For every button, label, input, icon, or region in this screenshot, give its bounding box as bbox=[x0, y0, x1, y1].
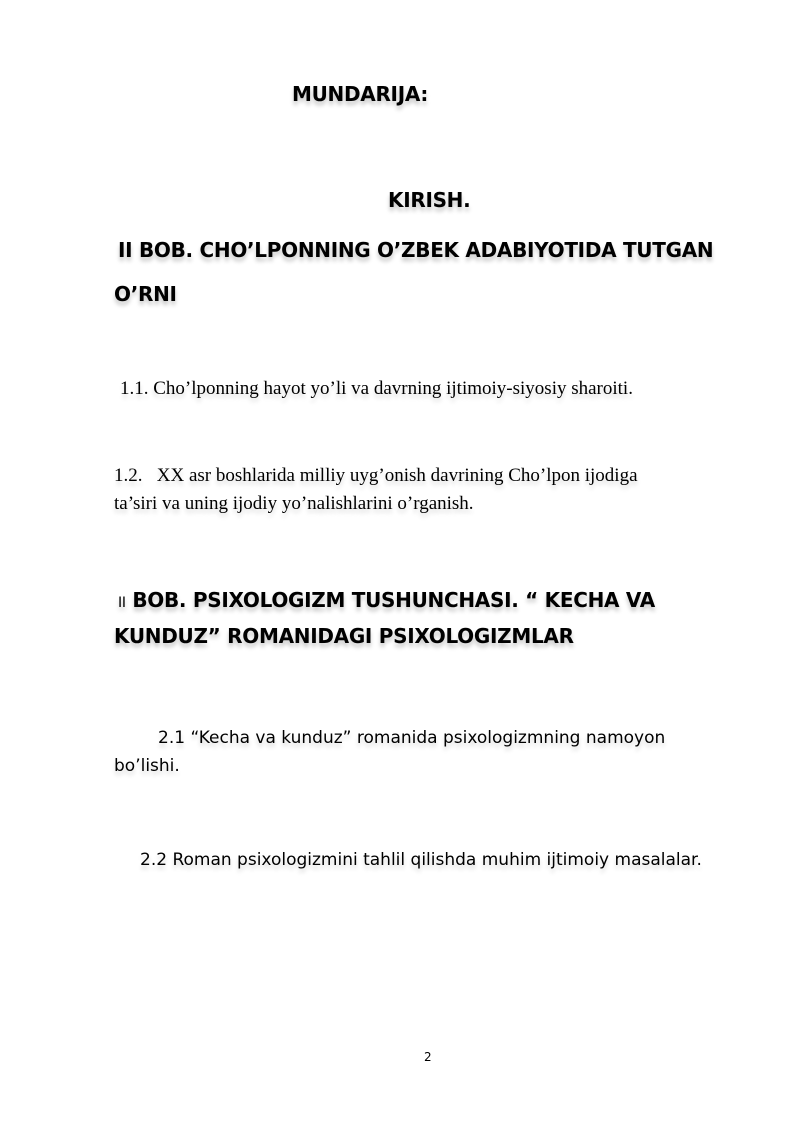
toc-entry-1-2-line-1: 1.2. XX asr boshlarida milliy uyg’onish davrining Cho’lpon ijodiga bbox=[114, 465, 638, 486]
chapter-2-prefix: II bbox=[118, 595, 126, 611]
toc-entry-1-2-line-2: ta’siri va uning ijodiy yo’nalishlarini o’rganish. bbox=[114, 493, 474, 514]
toc-entry-2-1-line-1: 2.1 “Kecha va kunduz” romanida psixologizmning namoyon bbox=[158, 728, 666, 748]
chapter-1-line-2: O’RNI bbox=[114, 282, 177, 306]
intro-heading: KIRISH. bbox=[388, 188, 471, 212]
toc-title: MUNDARIJA: bbox=[292, 82, 429, 106]
toc-entry-1-2 bbox=[114, 465, 638, 515]
chapter-2-line-2: KUNDUZ” ROMANIDAGI PSIXOLOGIZMLAR bbox=[114, 624, 574, 648]
toc-entry-2-1 bbox=[114, 728, 665, 776]
toc-entry-1-1: 1.1. Cho’lponning hayot yo’li va davrning ijtimoiy-siyosiy sharoiti. bbox=[120, 378, 633, 399]
chapter-1-heading-cont bbox=[114, 282, 177, 306]
chapter-2-heading bbox=[118, 588, 655, 612]
chapter-2-line-1: BOB. PSIXOLOGIZM TUSHUNCHASI. “ KECHA VA bbox=[132, 588, 655, 612]
chapter-1-heading bbox=[118, 238, 713, 262]
toc-entry-2-2: 2.2 Roman psixologizmini tahlil qilishda muhim ijtimoiy masalalar. bbox=[140, 850, 702, 870]
page-number: 2 bbox=[424, 1050, 432, 1064]
toc-entry-2-1-line-2: bo’lishi. bbox=[114, 756, 180, 776]
chapter-1-line-1: II BOB. CHO’LPONNING O’ZBEK ADABIYOTIDA TUTGAN bbox=[118, 238, 714, 262]
